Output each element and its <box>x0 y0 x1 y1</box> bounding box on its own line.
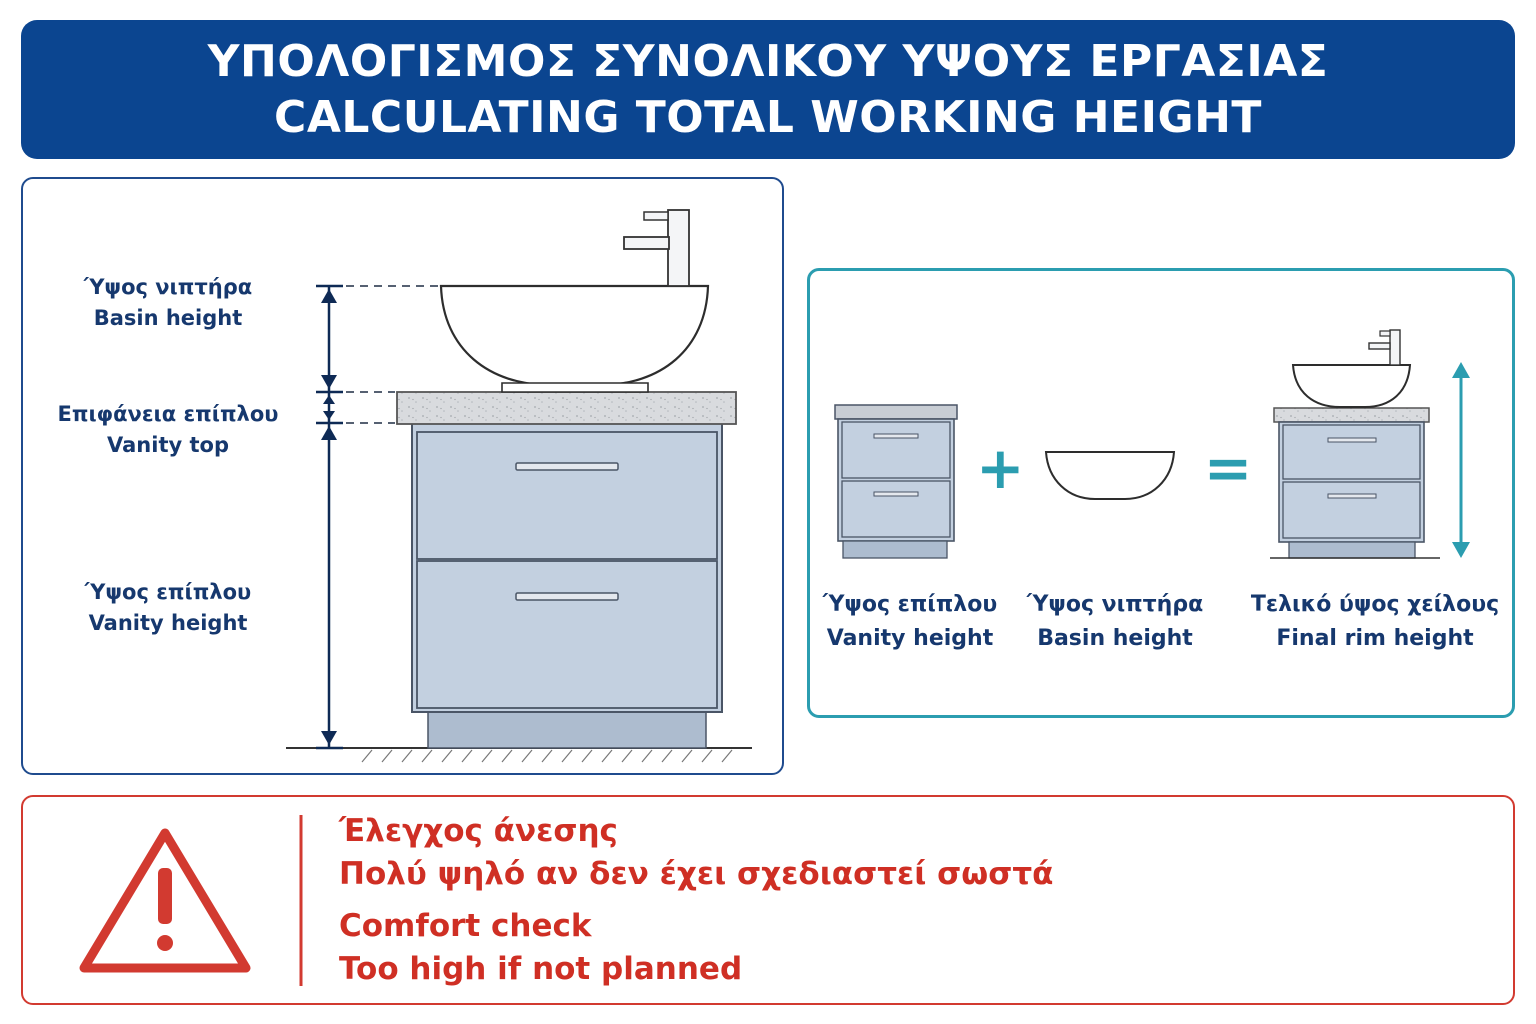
vessel-basin <box>441 286 708 392</box>
vanity-countertop <box>397 392 736 424</box>
title-english: CALCULATING TOTAL WORKING HEIGHT <box>274 91 1262 143</box>
warning-line-greek: Πολύ ψηλό αν δεν έχει σχεδιαστεί σωστά <box>339 856 1054 892</box>
vanity-cabinet <box>412 423 722 748</box>
vanity-height-label: Ύψος επίπλου Vanity height <box>84 580 252 635</box>
floor-line <box>286 748 752 762</box>
faucet <box>624 210 689 286</box>
vanity-top-label: Επιφάνεια επίπλου Vanity top <box>57 402 279 457</box>
plus-sign: + <box>976 434 1025 502</box>
title-greek: ΥΠΟΛΟΓΙΣΜΟΣ ΣΥΝΟΛΙΚΟΥ ΥΨΟΥΣ ΕΡΓΑΣΙΑΣ <box>207 35 1329 87</box>
basin-height-label: Ύψος νιπτήρα Basin height <box>83 275 253 330</box>
equation-basin-label: Ύψος νιπτήρα Basin height <box>1026 592 1204 651</box>
equals-sign: = <box>1203 434 1253 502</box>
warning-heading-greek: Έλεγχος άνεσης <box>339 813 618 849</box>
warning-heading-english: Comfort check <box>339 908 592 944</box>
comfort-warning-panel <box>21 795 1515 1005</box>
dimension-arrows <box>316 286 343 748</box>
warning-line-english: Too high if not planned <box>339 951 743 987</box>
equation-vanity-label: Ύψος επίπλου Vanity height <box>822 592 998 651</box>
equation-result-label: Τελικό ύψος χείλους Final rim height <box>1250 592 1500 651</box>
